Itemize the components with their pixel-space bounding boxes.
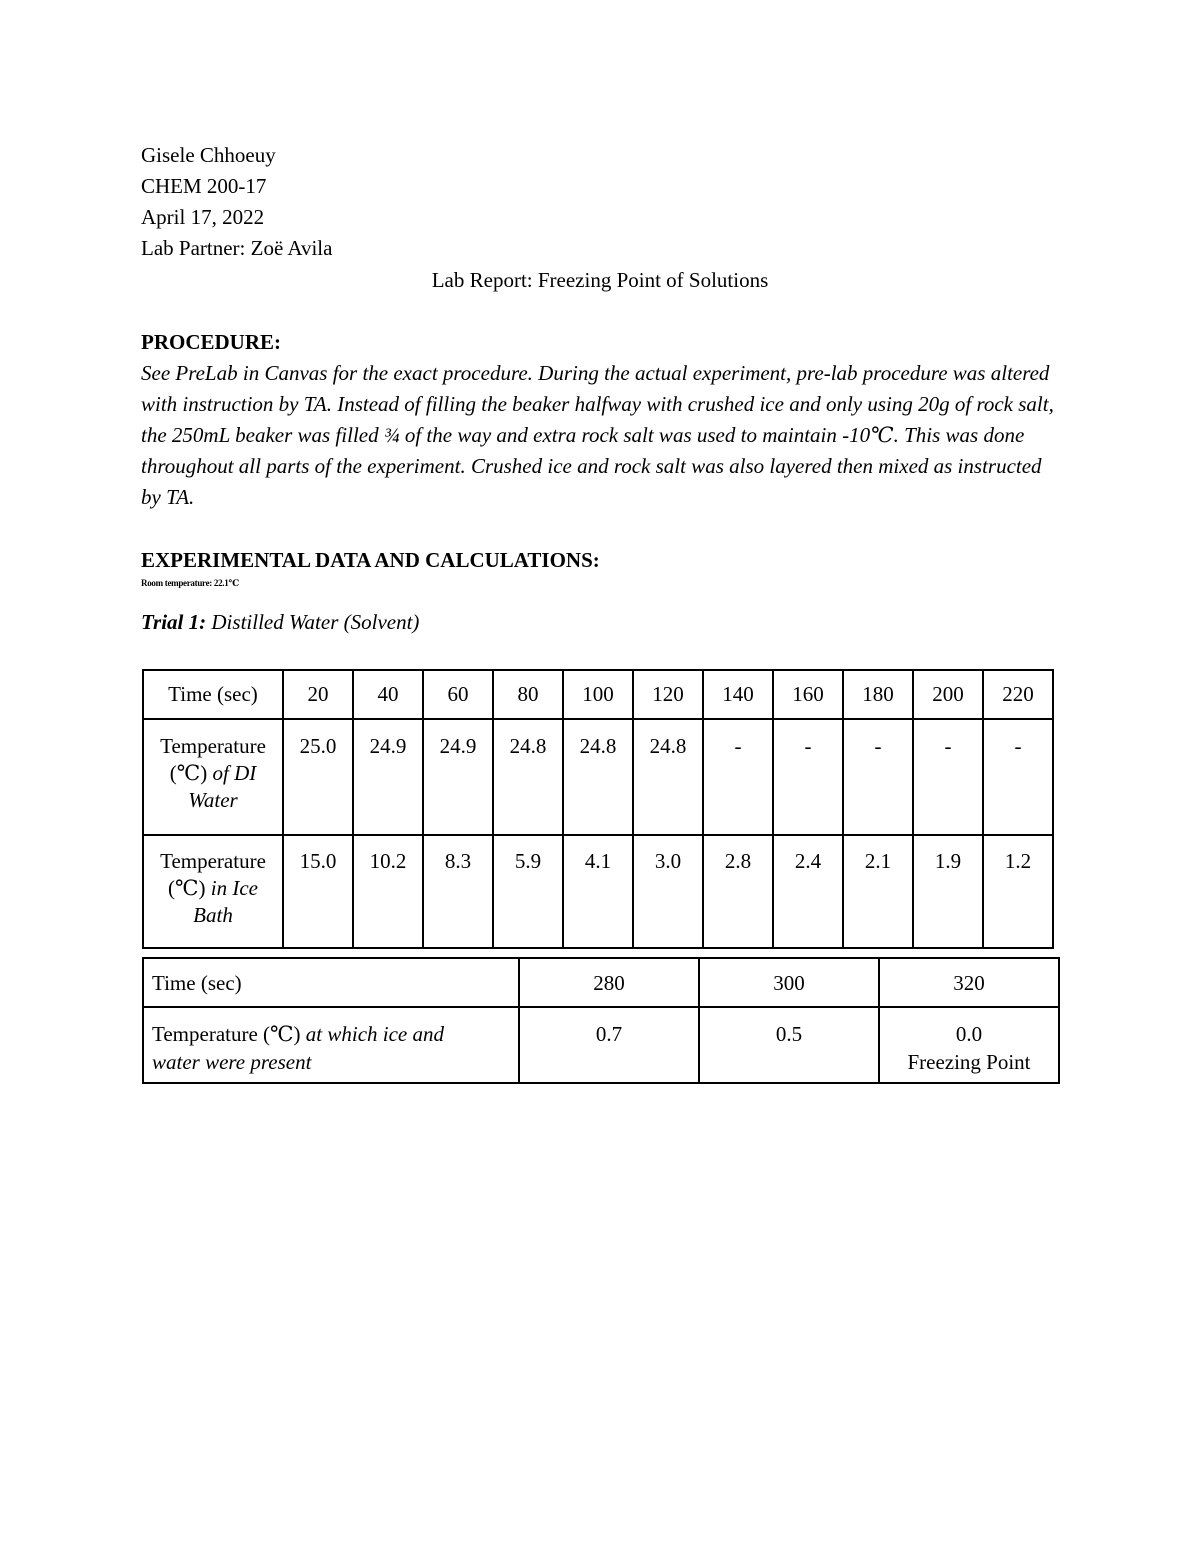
di-water-temp-cell: 24.8 bbox=[633, 719, 703, 835]
time-cell: 200 bbox=[913, 670, 983, 719]
student-name: Gisele Chhoeuy bbox=[141, 143, 276, 167]
table-row-time bbox=[143, 958, 1059, 1007]
ice-bath-temp-cell: 2.8 bbox=[703, 835, 773, 948]
procedure-text: See PreLab in Canvas for the exact procedure. During the actual experiment, pre-lab procedure was altered with instruction by TA. Instead of filling the beaker halfway with crushed ice and only using 20g of rock salt, the 250mL beaker was filled ¾ of the way and extra rock salt was used to maintain -10℃. This was done throughout all parts of the experiment. Crushed ice and rock salt was also layered then mixed as instructed by TA. bbox=[141, 361, 1054, 509]
label-part: Temperature bbox=[160, 734, 266, 758]
time-cell: 180 bbox=[843, 670, 913, 719]
di-water-temp-cell: 24.9 bbox=[423, 719, 493, 835]
time-label-cell: Time (sec) bbox=[143, 958, 519, 1007]
freezing-table bbox=[142, 957, 1060, 1084]
label-part: at which ice and bbox=[300, 1022, 445, 1046]
di-water-temp-cell: - bbox=[773, 719, 843, 835]
time-cell: 80 bbox=[493, 670, 563, 719]
room-temperature-note: Room temperature: 22.1℃ bbox=[141, 578, 239, 588]
label-part: in Ice bbox=[205, 876, 258, 900]
label-part: of DI bbox=[207, 761, 257, 785]
label-part: Temperature bbox=[160, 849, 266, 873]
table-row-ice-bath bbox=[143, 835, 1053, 948]
trial-description: Distilled Water (Solvent) bbox=[206, 610, 420, 634]
label-part: Bath bbox=[193, 903, 233, 927]
di-water-temp-cell: 25.0 bbox=[283, 719, 353, 835]
ice-bath-temp-cell: 2.1 bbox=[843, 835, 913, 948]
ice-bath-label-cell bbox=[143, 835, 283, 948]
trial-title bbox=[141, 607, 419, 638]
time-cell: 40 bbox=[353, 670, 423, 719]
freezing-point-note: Freezing Point bbox=[907, 1050, 1031, 1074]
label-part: water were present bbox=[152, 1050, 312, 1074]
time-cell: 300 bbox=[699, 958, 879, 1007]
table-row-di-water bbox=[143, 719, 1053, 835]
di-water-label-cell bbox=[143, 719, 283, 835]
ice-bath-temp-cell: 2.4 bbox=[773, 835, 843, 948]
di-water-temp-cell: - bbox=[983, 719, 1053, 835]
lab-partner: Lab Partner: Zoë Avila bbox=[141, 236, 333, 260]
procedure-heading: PROCEDURE: bbox=[141, 330, 281, 354]
table-row-time bbox=[143, 670, 1053, 719]
course-code: CHEM 200-17 bbox=[141, 174, 267, 198]
ice-bath-temp-cell: 1.9 bbox=[913, 835, 983, 948]
label-part: Temperature (℃) bbox=[152, 1022, 301, 1046]
time-cell: 140 bbox=[703, 670, 773, 719]
ice-bath-temp-cell: 15.0 bbox=[283, 835, 353, 948]
time-cell: 100 bbox=[563, 670, 633, 719]
ice-water-label-cell bbox=[143, 1007, 519, 1083]
trial1-table bbox=[142, 669, 1054, 949]
ice-bath-temp-cell: 5.9 bbox=[493, 835, 563, 948]
ice-bath-temp-cell: 3.0 bbox=[633, 835, 703, 948]
time-cell: 220 bbox=[983, 670, 1053, 719]
di-water-temp-cell: - bbox=[703, 719, 773, 835]
report-date: April 17, 2022 bbox=[141, 205, 265, 229]
report-title: Lab Report: Freezing Point of Solutions bbox=[431, 268, 769, 292]
ice-water-temp-cell: 0.7 bbox=[519, 1007, 699, 1083]
time-cell: 60 bbox=[423, 670, 493, 719]
di-water-temp-cell: 24.8 bbox=[493, 719, 563, 835]
freezing-value: 0.0 bbox=[955, 1022, 983, 1046]
time-cell: 20 bbox=[283, 670, 353, 719]
di-water-temp-cell: - bbox=[843, 719, 913, 835]
label-part: (℃) bbox=[168, 876, 206, 900]
ice-bath-temp-cell: 4.1 bbox=[563, 835, 633, 948]
time-cell: 320 bbox=[879, 958, 1059, 1007]
ice-bath-temp-cell: 10.2 bbox=[353, 835, 423, 948]
ice-bath-temp-cell: 8.3 bbox=[423, 835, 493, 948]
data-heading: EXPERIMENTAL DATA AND CALCULATIONS: bbox=[141, 548, 600, 572]
ice-water-temp-cell: 0.5 bbox=[699, 1007, 879, 1083]
label-part: Water bbox=[188, 788, 238, 812]
di-water-temp-cell: - bbox=[913, 719, 983, 835]
time-cell: 160 bbox=[773, 670, 843, 719]
ice-water-temp-cell bbox=[879, 1007, 1059, 1083]
time-cell: 120 bbox=[633, 670, 703, 719]
table-row-ice-water bbox=[143, 1007, 1059, 1083]
time-cell: 280 bbox=[519, 958, 699, 1007]
di-water-temp-cell: 24.8 bbox=[563, 719, 633, 835]
trial-label: Trial 1: bbox=[141, 610, 207, 634]
ice-bath-temp-cell: 1.2 bbox=[983, 835, 1053, 948]
di-water-temp-cell: 24.9 bbox=[353, 719, 423, 835]
time-label-cell: Time (sec) bbox=[143, 670, 283, 719]
label-part: (℃) bbox=[169, 761, 208, 785]
